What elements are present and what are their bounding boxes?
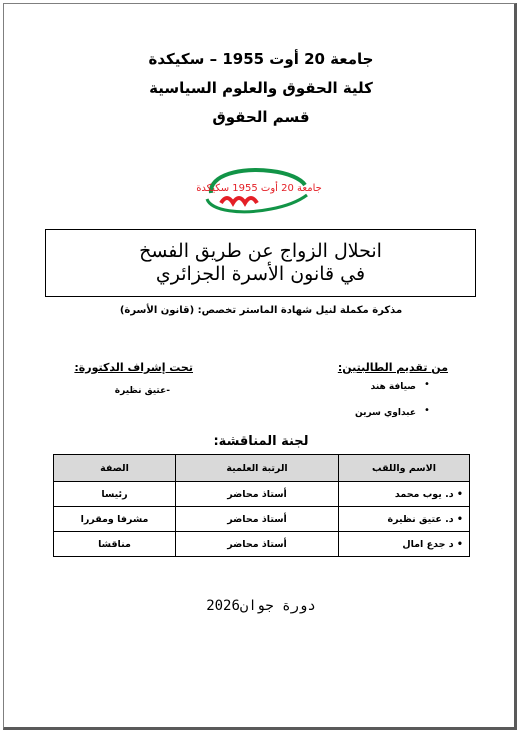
university-logo: [196, 163, 322, 217]
session-date: دورة جوان2026: [206, 598, 316, 614]
department-name: قسم الحقوق: [212, 108, 310, 126]
thesis-title-line2: في قانون الأسرة الجزائري: [155, 263, 366, 285]
university-name: جامعة 20 أوت 1955 – سكيكدة: [148, 50, 374, 68]
header-role: الصفة: [54, 455, 176, 482]
thesis-title-line1: انحلال الزواج عن طريق الفسخ: [139, 240, 382, 262]
member-role: مناقشا: [54, 532, 176, 557]
member-rank: أستاذ محاضر: [176, 507, 339, 532]
bullet: •: [424, 405, 430, 416]
header-rank: الرتبة العلمية: [176, 455, 339, 482]
member-role: رئيسا: [54, 482, 176, 507]
student-name-2: عبداوي سرين: [354, 408, 416, 418]
table-row: [54, 532, 470, 557]
table-header-row: [54, 455, 470, 482]
supervisor-name: -عتيق نظيرة: [114, 386, 170, 396]
logo-text: جامعة 20 أوت 1955 سكيكدة: [196, 183, 322, 194]
bullet: •: [424, 379, 430, 390]
students-label: من تقديم الطالبتين:: [337, 361, 448, 374]
table-row: [54, 507, 470, 532]
faculty-name: كلية الحقوق والعلوم السياسية: [149, 79, 373, 97]
memo-subtitle: مذكرة مكملة لنيل شهادة الماستر تخصص: (قانون الأسرة): [119, 305, 403, 316]
student-name-1: صيافة هند: [370, 382, 416, 392]
supervisor-label: تحت إشراف الدكتورة:: [74, 361, 193, 374]
member-rank: أستاذ محاضر: [176, 482, 339, 507]
member-name: • د. عتيق نظيرة: [339, 507, 470, 532]
member-name: • د. يوب محمد: [339, 482, 470, 507]
committee-table: [53, 454, 470, 557]
member-rank: أستاذ محاضر: [176, 532, 339, 557]
header-name: الاسم واللقب: [339, 455, 470, 482]
member-name: • د جدع امال: [339, 532, 470, 557]
thesis-title-box: [45, 229, 476, 297]
member-role: مشرفا ومقررا: [54, 507, 176, 532]
committee-label: لجنة المناقشة:: [213, 434, 309, 449]
table-row: [54, 482, 470, 507]
